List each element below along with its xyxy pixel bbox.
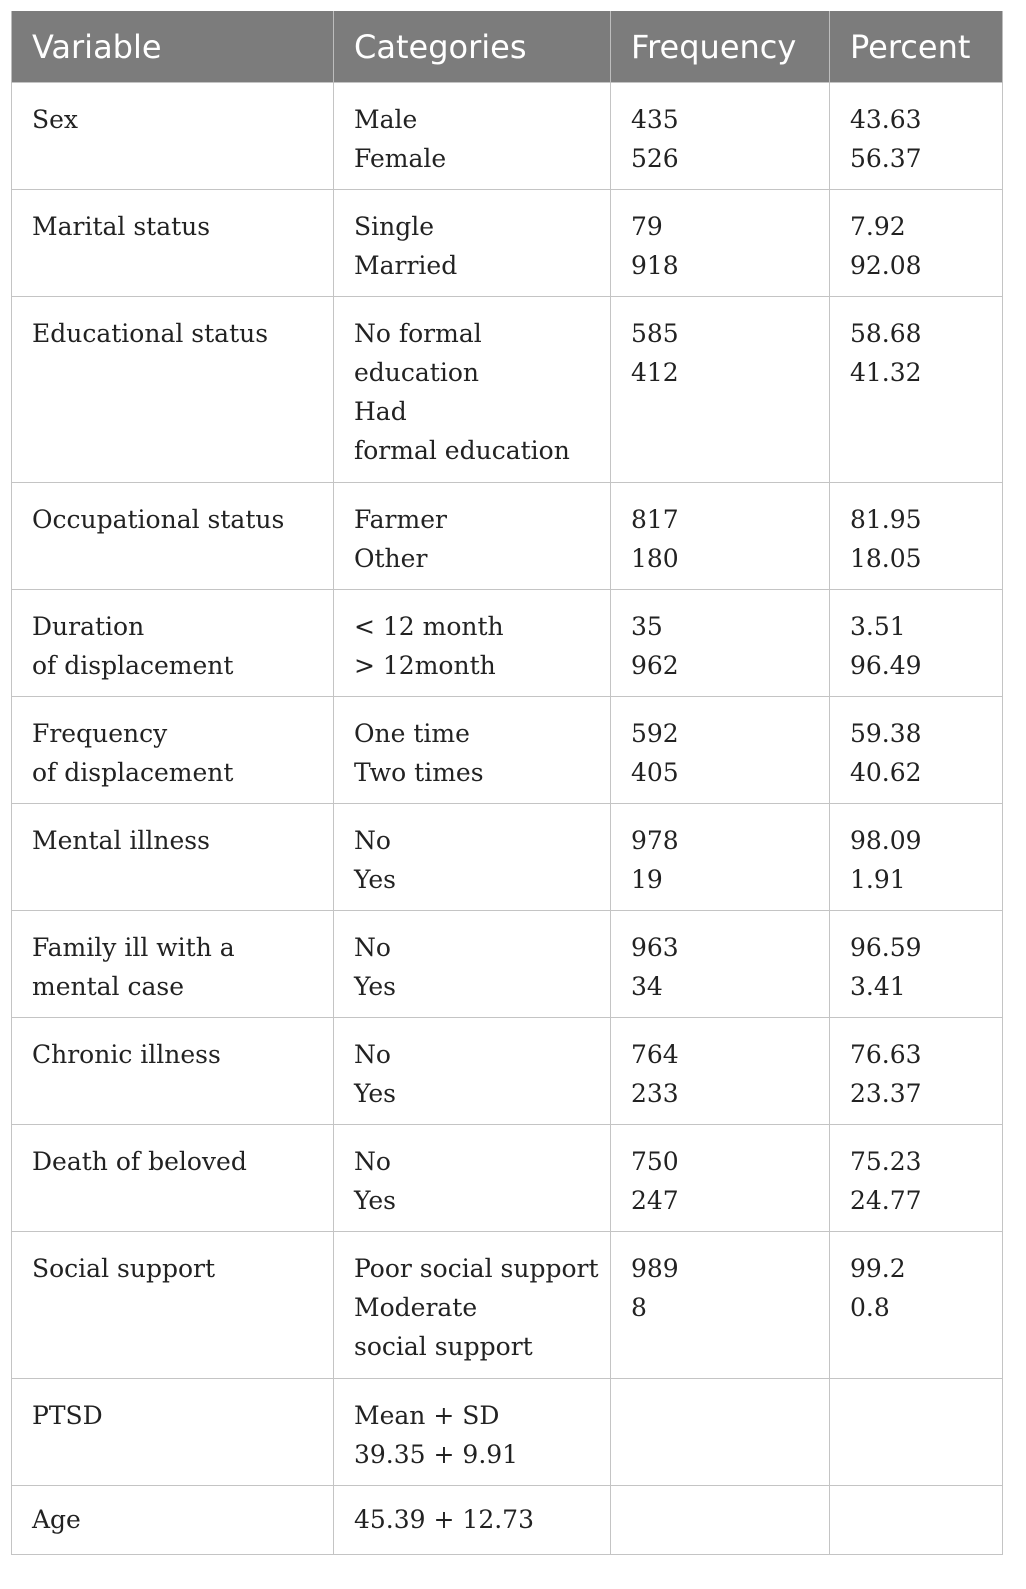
cell-percent: [830, 1232, 1003, 1379]
cell-categories: [334, 1379, 611, 1486]
cell-percent-line: 92.08: [850, 251, 922, 280]
cell-percent-line: 59.38: [850, 719, 922, 748]
cell-frequency: [611, 590, 830, 697]
cell-categories: [334, 483, 611, 590]
cell-variable: [12, 804, 334, 911]
cell-variable-line: Duration: [32, 612, 145, 641]
cell-categories: [334, 297, 611, 483]
cell-categories: [334, 83, 611, 190]
data-table: [11, 11, 1003, 1555]
cell-categories: [334, 1486, 611, 1555]
cell-percent-line: 43.63: [850, 105, 922, 134]
cell-percent: [830, 83, 1003, 190]
table-body: [12, 83, 1003, 1555]
cell-categories-line: Poor social support: [354, 1254, 599, 1283]
cell-frequency-line: 526: [631, 144, 679, 173]
cell-percent-line: 40.62: [850, 758, 922, 787]
cell-categories: [334, 190, 611, 297]
cell-percent-line: 23.37: [850, 1079, 922, 1108]
cell-categories-line: < 12 month: [354, 612, 504, 641]
cell-percent: [830, 1379, 1003, 1486]
header-categories: Categories: [334, 11, 611, 83]
table-row: [12, 1232, 1003, 1379]
cell-variable: [12, 83, 334, 190]
cell-frequency-line: 19: [631, 865, 663, 894]
cell-categories-line: Moderate: [354, 1293, 478, 1322]
cell-percent: [830, 911, 1003, 1018]
cell-percent-line: 96.49: [850, 651, 922, 680]
cell-categories-line: No: [354, 1147, 391, 1176]
table-row: [12, 297, 1003, 483]
cell-categories-line: Yes: [354, 865, 396, 894]
cell-variable: [12, 297, 334, 483]
table-row: [12, 911, 1003, 1018]
cell-frequency-line: 764: [631, 1040, 679, 1069]
cell-frequency-line: 963: [631, 933, 679, 962]
cell-variable-line: mental case: [32, 972, 185, 1001]
cell-categories-line: social support: [354, 1332, 533, 1361]
table-row: [12, 697, 1003, 804]
cell-variable-line: Marital status: [32, 212, 211, 241]
cell-percent: [830, 590, 1003, 697]
cell-categories-line: No formal: [354, 319, 482, 348]
cell-variable: [12, 1232, 334, 1379]
cell-percent-line: 75.23: [850, 1147, 922, 1176]
cell-categories-line: One time: [354, 719, 470, 748]
cell-frequency-line: 817: [631, 505, 679, 534]
cell-variable-line: Chronic illness: [32, 1040, 221, 1069]
table-header: [12, 11, 1003, 83]
cell-variable-line: Family ill with a: [32, 933, 235, 962]
data-table-container: [11, 11, 1002, 1555]
cell-frequency-line: 989: [631, 1254, 679, 1283]
cell-percent-line: 3.41: [850, 972, 906, 1001]
cell-percent: [830, 1125, 1003, 1232]
cell-variable: [12, 911, 334, 1018]
cell-frequency-line: 962: [631, 651, 679, 680]
cell-percent-line: 1.91: [850, 865, 906, 894]
cell-frequency-line: 405: [631, 758, 679, 787]
cell-variable: [12, 590, 334, 697]
cell-percent-line: 0.8: [850, 1293, 890, 1322]
cell-categories-line: Female: [354, 144, 447, 173]
cell-categories-line: Mean + SD: [354, 1401, 500, 1430]
cell-percent-line: 3.51: [850, 612, 906, 641]
cell-categories-line: Had: [354, 397, 407, 426]
cell-percent: [830, 190, 1003, 297]
cell-percent-line: 7.92: [850, 212, 906, 241]
cell-frequency-line: 592: [631, 719, 679, 748]
cell-categories: [334, 1125, 611, 1232]
cell-frequency: [611, 1125, 830, 1232]
cell-variable: [12, 1018, 334, 1125]
cell-variable-line: Sex: [32, 105, 79, 134]
cell-percent-line: 41.32: [850, 358, 922, 387]
cell-variable: [12, 697, 334, 804]
cell-percent-line: 99.2: [850, 1254, 906, 1283]
cell-frequency-line: 247: [631, 1186, 679, 1215]
cell-frequency-line: 233: [631, 1079, 679, 1108]
cell-frequency-line: 79: [631, 212, 663, 241]
cell-frequency-line: 435: [631, 105, 679, 134]
cell-percent: [830, 697, 1003, 804]
cell-categories-line: Male: [354, 105, 418, 134]
cell-categories-line: formal education: [354, 436, 570, 465]
cell-frequency: [611, 1379, 830, 1486]
cell-percent-line: 96.59: [850, 933, 922, 962]
cell-percent: [830, 804, 1003, 911]
cell-frequency-line: 8: [631, 1293, 647, 1322]
cell-percent: [830, 1018, 1003, 1125]
cell-categories: [334, 804, 611, 911]
cell-percent-line: 58.68: [850, 319, 922, 348]
cell-percent: [830, 1486, 1003, 1555]
cell-categories-line: 45.39 + 12.73: [354, 1505, 534, 1534]
cell-variable-line: Mental illness: [32, 826, 210, 855]
cell-frequency: [611, 911, 830, 1018]
cell-categories-line: Yes: [354, 1079, 396, 1108]
cell-categories: [334, 697, 611, 804]
cell-categories-line: 39.35 + 9.91: [354, 1440, 519, 1469]
cell-variable: [12, 190, 334, 297]
header-variable: Variable: [12, 11, 334, 83]
cell-frequency-line: 978: [631, 826, 679, 855]
cell-categories-line: Single: [354, 212, 435, 241]
table-row: [12, 190, 1003, 297]
table-row: [12, 804, 1003, 911]
cell-categories: [334, 1232, 611, 1379]
cell-frequency: [611, 697, 830, 804]
cell-frequency: [611, 83, 830, 190]
cell-categories-line: Two times: [354, 758, 484, 787]
cell-categories-line: Yes: [354, 972, 396, 1001]
cell-frequency-line: 34: [631, 972, 663, 1001]
cell-frequency: [611, 1486, 830, 1555]
table-row: [12, 1379, 1003, 1486]
cell-variable-line: Death of beloved: [32, 1147, 247, 1176]
cell-categories-line: education: [354, 358, 479, 387]
cell-percent-line: 76.63: [850, 1040, 922, 1069]
cell-variable: [12, 1379, 334, 1486]
table-row: [12, 483, 1003, 590]
cell-frequency: [611, 1018, 830, 1125]
cell-categories: [334, 590, 611, 697]
cell-categories-line: Yes: [354, 1186, 396, 1215]
cell-frequency: [611, 297, 830, 483]
cell-percent-line: 98.09: [850, 826, 922, 855]
cell-percent-line: 81.95: [850, 505, 922, 534]
table-row: [12, 1486, 1003, 1555]
cell-percent: [830, 483, 1003, 590]
table-row: [12, 1018, 1003, 1125]
cell-variable: [12, 1486, 334, 1555]
cell-categories-line: Other: [354, 544, 428, 573]
cell-percent: [830, 297, 1003, 483]
cell-frequency-line: 412: [631, 358, 679, 387]
cell-categories-line: > 12month: [354, 651, 496, 680]
cell-variable-line: Educational status: [32, 319, 269, 348]
cell-frequency: [611, 483, 830, 590]
cell-variable-line: Age: [32, 1505, 81, 1534]
cell-percent-line: 18.05: [850, 544, 922, 573]
cell-categories-line: Married: [354, 251, 458, 280]
table-row: [12, 83, 1003, 190]
cell-categories: [334, 1018, 611, 1125]
cell-categories-line: No: [354, 1040, 391, 1069]
table-row: [12, 590, 1003, 697]
cell-categories-line: No: [354, 933, 391, 962]
cell-frequency-line: 918: [631, 251, 679, 280]
cell-variable-line: Frequency: [32, 719, 168, 748]
cell-variable: [12, 1125, 334, 1232]
cell-variable: [12, 483, 334, 590]
cell-variable-line: of displacement: [32, 758, 234, 787]
cell-variable-line: Occupational status: [32, 505, 285, 534]
cell-frequency-line: 585: [631, 319, 679, 348]
cell-frequency: [611, 804, 830, 911]
cell-frequency: [611, 1232, 830, 1379]
cell-variable-line: PTSD: [32, 1401, 103, 1430]
cell-percent-line: 56.37: [850, 144, 922, 173]
cell-frequency-line: 750: [631, 1147, 679, 1176]
cell-frequency: [611, 190, 830, 297]
header-frequency: Frequency: [611, 11, 830, 83]
cell-categories: [334, 911, 611, 1018]
cell-frequency-line: 35: [631, 612, 663, 641]
table-row: [12, 1125, 1003, 1232]
header-percent: Percent: [830, 11, 1003, 83]
cell-variable-line: Social support: [32, 1254, 216, 1283]
cell-categories-line: No: [354, 826, 391, 855]
cell-percent-line: 24.77: [850, 1186, 922, 1215]
cell-categories-line: Farmer: [354, 505, 447, 534]
header-row: [12, 11, 1003, 83]
cell-variable-line: of displacement: [32, 651, 234, 680]
cell-frequency-line: 180: [631, 544, 679, 573]
